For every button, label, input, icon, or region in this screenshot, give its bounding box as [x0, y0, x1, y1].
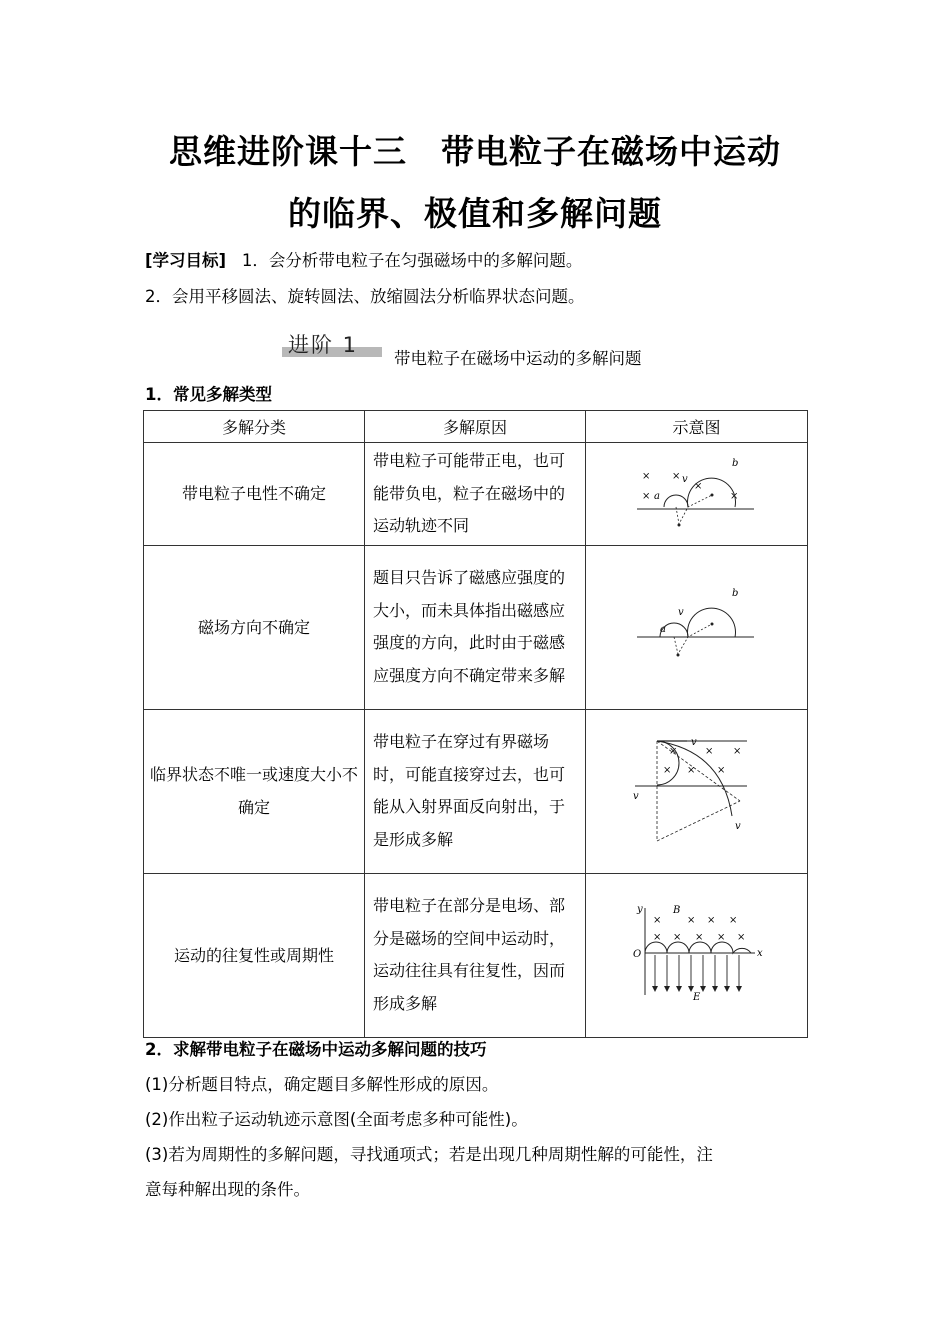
electric-field-lines [655, 955, 739, 988]
section-2-heading: 2．求解带电粒子在磁场中运动多解问题的技巧 [145, 1040, 487, 1059]
periodic-arcs [645, 942, 751, 953]
radius-lines [674, 624, 712, 654]
cross-mark: × [694, 932, 703, 943]
label-v: v [690, 737, 697, 748]
row-category: 运动的往复性或周期性 [144, 873, 365, 1037]
row-category: 磁场方向不确定 [144, 545, 365, 709]
cross-mark: × [729, 490, 738, 502]
label-b: b [731, 457, 738, 469]
label-a: a [653, 490, 660, 502]
label-a: a [659, 624, 666, 635]
cross-mark: × [671, 470, 680, 482]
label-x: x [756, 948, 763, 959]
page-title-line-1: 思维进阶课十三 带电粒子在磁场中运动 [169, 132, 781, 171]
multi-solution-table [143, 410, 808, 1038]
objective-1: 1．会分析带电粒子在匀强磁场中的多解问题。 [241, 251, 583, 270]
label-v: v [632, 791, 639, 802]
cross-mark: × [668, 746, 677, 757]
diagram-periodic [586, 873, 808, 1037]
label-v: v [677, 607, 684, 618]
row-reason: 带电粒子可能带正电，也可能带负电，粒子在磁场中的运动轨迹不同 [365, 443, 586, 546]
label-y: y [636, 904, 643, 915]
large-arc [687, 608, 735, 637]
row-reason: 题目只告诉了磁感应强度的大小，而未具体指出磁感应强度的方向，此时由于磁感应强度方向不确定带来多解 [365, 545, 586, 709]
cross-mark: × [736, 932, 745, 943]
cross-mark: × [728, 915, 737, 926]
header-reason: 多解原因 [365, 411, 586, 443]
cross-mark: × [652, 915, 661, 926]
diagram-boundary [586, 709, 808, 873]
tip-2: (2)作出粒子运动轨迹示意图(全面考虑多种可能性)。 [145, 1110, 528, 1129]
table-row [144, 873, 808, 1037]
objectives-label: [学习目标] [145, 251, 227, 270]
row-category: 临界状态不唯一或速度大小不确定 [144, 709, 365, 873]
diagram-periodic-figure [627, 900, 767, 1010]
center-point [710, 493, 713, 496]
row-reason: 带电粒子在部分是电场、部分是磁场的空间中运动时，运动往往具有往复性，因而形成多解 [365, 873, 586, 1037]
section-1-heading: 1．常见多解类型 [145, 385, 272, 404]
center-point [676, 654, 679, 657]
cross-mark: × [641, 470, 650, 482]
header-diagram: 示意图 [586, 411, 808, 443]
center-point [677, 523, 680, 526]
cross-mark: × [716, 932, 725, 943]
badge-label: 进阶 1 [288, 333, 359, 357]
cross-mark: × [662, 765, 671, 776]
diagram-charge-sign-figure [632, 449, 762, 539]
cross-mark: × [706, 915, 715, 926]
label-v: v [734, 821, 741, 832]
advance-title: 带电粒子在磁场中运动的多解问题 [394, 349, 642, 368]
cross-mark: × [693, 480, 702, 492]
label-B: B [672, 905, 680, 916]
label-E: E [692, 992, 700, 1003]
cross-mark: × [672, 932, 681, 943]
table-row [144, 545, 808, 709]
tip-1: (1)分析题目特点，确定题目多解性形成的原因。 [145, 1075, 499, 1094]
cross-mark: × [704, 746, 713, 757]
table-header-row [144, 411, 808, 443]
tip-3-continued: 意每种解出现的条件。 [145, 1180, 310, 1199]
cross-mark: × [686, 915, 695, 926]
table-row [144, 709, 808, 873]
row-reason: 带电粒子在穿过有界磁场时，可能直接穿过去，也可能从入射界面反向射出，于是形成多解 [365, 709, 586, 873]
row-category: 带电粒子电性不确定 [144, 443, 365, 546]
header-category: 多解分类 [144, 411, 365, 443]
advance-badge [282, 330, 382, 358]
diagram-boundary-figure [627, 731, 767, 851]
small-arc [664, 495, 688, 507]
diagram-charge-sign [586, 443, 808, 546]
center-point [710, 623, 713, 626]
cross-mark: × [716, 765, 725, 776]
label-b: b [731, 588, 738, 599]
label-v: v [681, 473, 688, 485]
cross-mark: × [686, 765, 695, 776]
cross-mark: × [652, 932, 661, 943]
learning-objectives [145, 247, 582, 271]
diagram-field-direction-figure [632, 582, 762, 672]
cross-mark: × [732, 746, 741, 757]
cross-mark: × [641, 490, 650, 502]
page-title-line-2: 的临界、极值和多解问题 [288, 194, 662, 233]
tip-3: (3)若为周期性的多解问题，寻找通项式；若是出现几种周期性解的可能性，注 [145, 1145, 713, 1164]
table-row [144, 443, 808, 546]
objective-2: 2．会用平移圆法、旋转圆法、放缩圆法分析临界状态问题。 [145, 287, 585, 306]
diagram-field-direction [586, 545, 808, 709]
label-O: O [632, 949, 641, 960]
